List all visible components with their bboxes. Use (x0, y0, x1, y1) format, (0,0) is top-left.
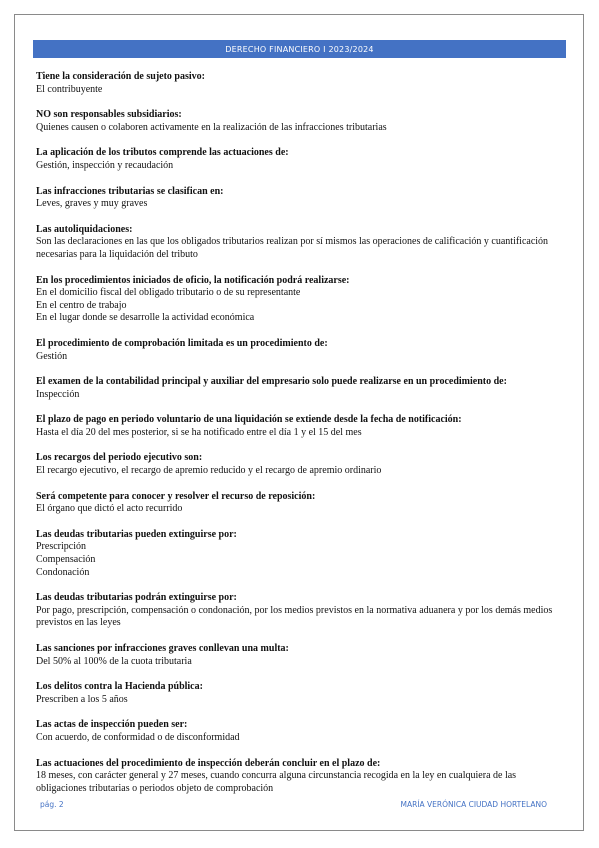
qa-item (36, 719, 564, 744)
question-text: En los procedimientos iniciados de oficio, la notificación podrá realizarse: (36, 274, 350, 286)
answer-text: Prescriben a los 5 años (36, 693, 128, 705)
qa-item (36, 224, 564, 262)
answer-text: En el domicilio fiscal del obligado tributario o de su representante (36, 287, 301, 299)
question-text: Las actas de inspección pueden ser: (36, 719, 188, 731)
answer-text: Condonación (36, 566, 90, 578)
answer-text: Gestión, inspección y recaudación (36, 159, 174, 171)
question-text: Las infracciones tributarias se clasifican en: (36, 185, 224, 197)
answer-text: Con acuerdo, de conformidad o de disconformidad (36, 731, 240, 743)
qa-item (36, 275, 564, 325)
answer-text: El recargo ejecutivo, el recargo de apremio reducido y el recargo de apremio ordinario (36, 465, 382, 477)
qa-item (36, 414, 564, 439)
qa-item (36, 147, 564, 172)
header-bar (33, 40, 566, 58)
question-text: Las actuaciones del procedimiento de inspección deberán concluir en el plazo de: (36, 757, 381, 769)
qa-item (36, 681, 564, 706)
question-text: La aplicación de los tributos comprende las actuaciones de: (36, 147, 289, 159)
question-text: Tiene la consideración de sujeto pasivo: (36, 71, 205, 82)
qa-item (36, 338, 564, 363)
question-text: El procedimiento de comprobación limitada es un procedimiento de: (36, 337, 328, 349)
answer-text: Del 50% al 100% de la cuota tributaria (36, 655, 192, 667)
qa-item (36, 109, 564, 134)
answer-text: Quienes causen o colaboren activamente en la realización de las infracciones tributarias (36, 121, 387, 133)
question-text: Será competente para conocer y resolver el recurso de reposición: (36, 490, 316, 502)
answer-text: Hasta el día 20 del mes posterior, si se ha notificado entre el día 1 y el 15 del mes (36, 426, 362, 438)
question-text: Los recargos del periodo ejecutivo son: (36, 452, 203, 464)
answer-text: Por pago, prescripción, compensación o condonación, por los medios previstos en la normativa aduanera y por los demás medios previstos en las leyes (36, 604, 553, 629)
question-text: El examen de la contabilidad principal y auxiliar del empresario solo puede realizarse en un procedimiento de: (36, 376, 507, 388)
qa-item (36, 376, 564, 401)
qa-item (36, 71, 564, 96)
qa-item (36, 758, 564, 796)
qa-item (36, 452, 564, 477)
qa-item (36, 592, 564, 630)
answer-text: Son las declaraciones en las que los obligados tributarios realizan por sí mismos las operaciones de calificación y cuantificación necesarias para la liquidación del tributo (36, 236, 549, 260)
qa-list (36, 71, 564, 808)
question-text: El plazo de pago en periodo voluntario de una liquidación se extiende desde la fecha de notificación: (36, 414, 462, 426)
question-text: Las deudas tributarias podrán extinguirse por: (36, 592, 237, 604)
question-text: Las sanciones por infracciones graves conllevan una multa: (36, 643, 289, 654)
answer-text: Inspección (36, 388, 80, 400)
question-text: NO son responsables subsidiarios: (36, 109, 182, 121)
question-text: Las autoliquidaciones: (36, 223, 133, 235)
page-number: pág. 2 (40, 800, 64, 809)
question-text: Los delitos contra la Hacienda pública: (36, 681, 203, 693)
qa-item (36, 186, 564, 211)
answer-text: En el centro de trabajo (36, 299, 127, 311)
qa-item (36, 491, 564, 516)
answer-text: El contribuyente (36, 83, 103, 95)
document-title: DERECHO FINANCIERO I 2023/2024 (225, 44, 374, 54)
answer-text: 18 meses, con carácter general y 27 meses, cuando concurra alguna circunstancia recogida en la ley en cualquiera de las obligaciones tributarias o periodos objeto de comprobación (36, 770, 517, 794)
answer-text: Gestión (36, 350, 68, 362)
question-text: Las deudas tributarias pueden extinguirse por: (36, 528, 237, 540)
answer-text: En el lugar donde se desarrolle la actividad económica (36, 312, 255, 324)
author-name: MARÍA VERÓNICA CIUDAD HORTELANO (400, 800, 547, 809)
qa-item (36, 529, 564, 579)
answer-text: Prescripción (36, 541, 86, 553)
qa-item (36, 643, 564, 668)
answer-text: Compensación (36, 554, 96, 566)
answer-text: El órgano que dictó el acto recurrido (36, 503, 183, 515)
answer-text: Leves, graves y muy graves (36, 198, 148, 210)
